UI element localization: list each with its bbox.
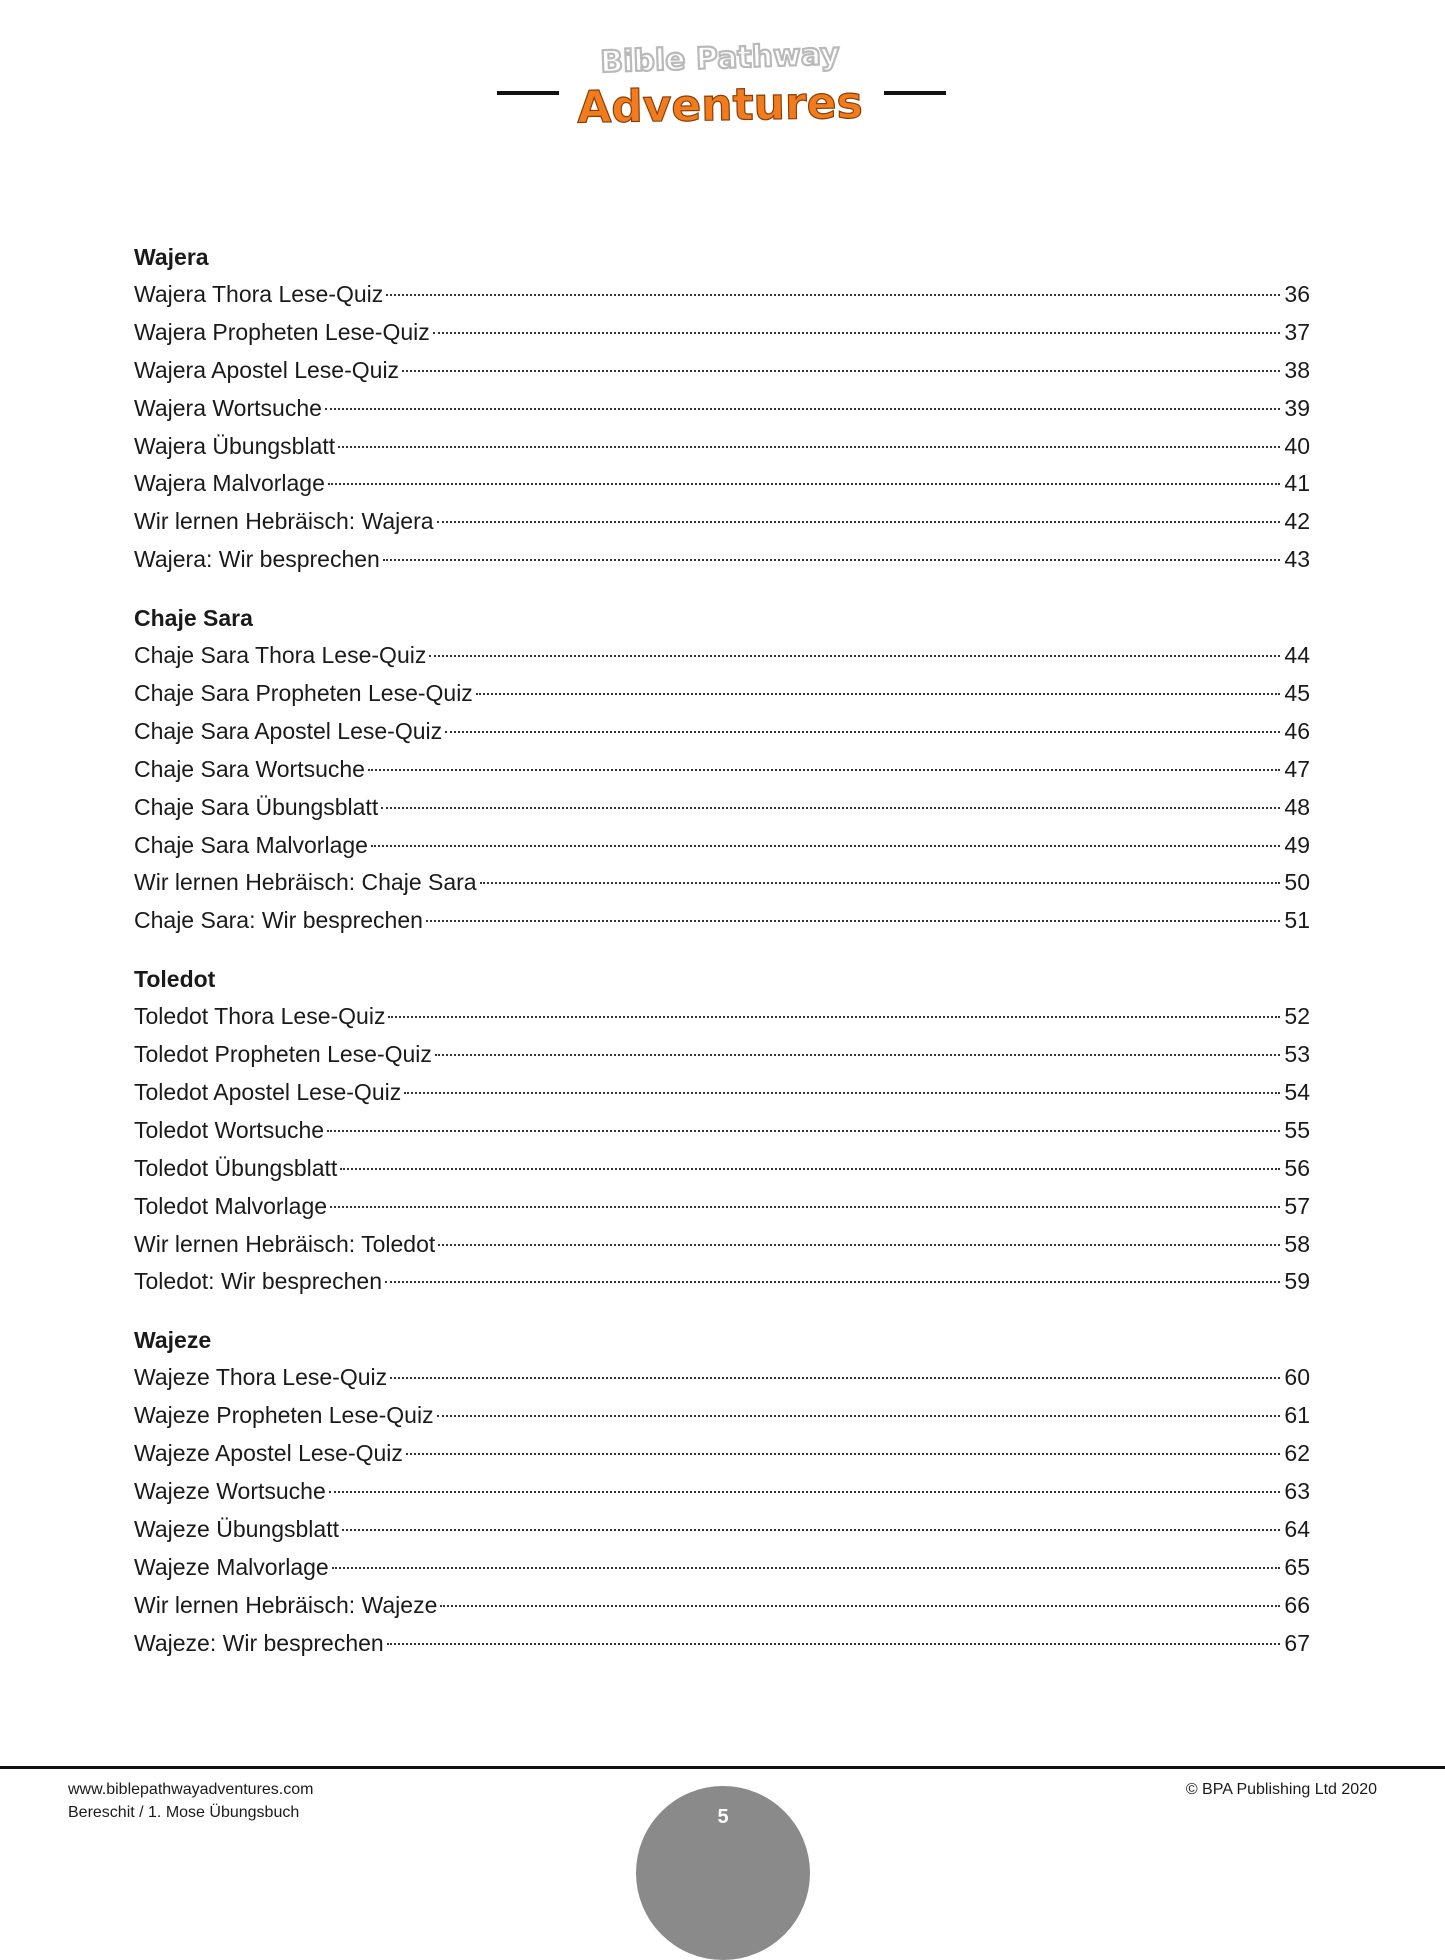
toc-entry-page: 48: [1284, 793, 1310, 820]
toc-dot-leader: [406, 1453, 1280, 1455]
toc-entry-label: Chaje Sara Apostel Lese-Quiz: [134, 717, 443, 744]
toc-entry-label: Wajeze Wortsuche: [134, 1478, 326, 1505]
toc-entry[interactable]: [134, 1511, 1310, 1549]
toc-entry-label: Wir lernen Hebräisch: Wajeze: [134, 1591, 438, 1618]
toc-entry-label: Wajera Apostel Lese-Quiz: [134, 356, 400, 383]
toc-entry[interactable]: [134, 503, 1310, 541]
toc-entry-label: Wajera Thora Lese-Quiz: [134, 281, 384, 307]
toc-entry-label: Chaje Sara Propheten Lese-Quiz: [134, 680, 473, 707]
toc-dot-leader: [402, 370, 1280, 372]
toc-dot-leader: [386, 294, 1280, 296]
footer-rule: [0, 1766, 1445, 1769]
toc-entry-page: 39: [1284, 394, 1310, 421]
toc-dot-leader: [342, 1529, 1280, 1531]
toc-entry-label: Wajera Malvorlage: [134, 470, 325, 497]
toc-entry-label: Wajeze Thora Lese-Quiz: [134, 1364, 388, 1391]
header-rule-right: [884, 91, 946, 95]
toc-section-title: Wajera: [134, 244, 209, 270]
footer-website[interactable]: www.biblepathwayadventures.com: [68, 1781, 314, 1798]
toc-entry-page: 42: [1284, 508, 1310, 535]
toc-dot-leader: [445, 731, 1280, 733]
table-of-contents: [134, 238, 1310, 1683]
toc-entry[interactable]: [134, 864, 1310, 902]
brand-logo: [560, 30, 880, 140]
toc-dot-leader: [332, 1567, 1280, 1569]
toc-entry-page: 56: [1284, 1154, 1310, 1181]
toc-entry-label: Wajeze Propheten Lese-Quiz: [134, 1402, 434, 1429]
toc-entry[interactable]: [134, 1359, 1310, 1397]
toc-entry[interactable]: [134, 1263, 1310, 1301]
toc-dot-leader: [383, 559, 1280, 561]
toc-entry-page: 47: [1284, 755, 1310, 782]
toc-entry-page: 60: [1284, 1364, 1310, 1391]
toc-entry-label: Chaje Sara: Wir besprechen: [134, 907, 423, 934]
toc-section-title: Chaje Sara: [134, 605, 253, 632]
toc-entry-page: 67: [1284, 1629, 1310, 1656]
toc-dot-leader: [390, 1377, 1280, 1379]
toc-entry-page: 50: [1284, 869, 1310, 896]
toc-entry-label: Wajeze Malvorlage: [134, 1553, 329, 1580]
toc-entry-page: 44: [1284, 642, 1310, 669]
toc-entry[interactable]: [134, 1226, 1310, 1264]
toc-dot-leader: [368, 769, 1280, 771]
toc-entry-label: Toledot Wortsuche: [134, 1116, 325, 1143]
toc-dot-leader: [435, 1054, 1280, 1056]
toc-entry-page: 65: [1284, 1553, 1310, 1580]
toc-entry-label: Wajeze Apostel Lese-Quiz: [134, 1440, 403, 1467]
toc-entry-label: Wir lernen Hebräisch: Chaje Sara: [134, 869, 477, 896]
toc-entry-label: Toledot Propheten Lese-Quiz: [134, 1041, 432, 1068]
toc-entry-page: 53: [1284, 1041, 1310, 1068]
toc-dot-leader: [388, 1016, 1280, 1018]
page-number: 5: [717, 1806, 729, 1828]
header-rule-left: [497, 91, 559, 95]
toc-entry-page: 38: [1284, 356, 1310, 383]
toc-entry-page: 66: [1284, 1591, 1310, 1618]
toc-entry[interactable]: [134, 1397, 1310, 1435]
toc-entry-page: 52: [1284, 1003, 1310, 1030]
toc-entry-page: 64: [1284, 1515, 1310, 1542]
toc-dot-leader: [433, 332, 1280, 334]
toc-entry-label: Chaje Sara Wortsuche: [134, 755, 365, 782]
toc-entry-page: 41: [1284, 470, 1310, 497]
toc-entry[interactable]: [134, 428, 1310, 466]
toc-section: [134, 960, 1310, 1301]
toc-entry[interactable]: [134, 998, 1310, 1036]
toc-entry[interactable]: [134, 1074, 1310, 1112]
toc-entry-label: Wajera: Wir besprechen: [134, 546, 380, 573]
toc-entry[interactable]: [134, 1473, 1310, 1511]
toc-entry-label: Wajeze Übungsblatt: [134, 1515, 339, 1542]
toc-entry[interactable]: [134, 352, 1310, 390]
toc-entry[interactable]: [134, 541, 1310, 579]
toc-entry[interactable]: [134, 314, 1310, 352]
toc-dot-leader: [426, 920, 1280, 922]
toc-entry[interactable]: [134, 1150, 1310, 1188]
toc-entry-label: Toledot Apostel Lese-Quiz: [134, 1079, 402, 1106]
toc-entry-page: 46: [1284, 717, 1310, 744]
toc-entry[interactable]: [134, 1036, 1310, 1074]
toc-entry[interactable]: [134, 1587, 1310, 1625]
toc-entry[interactable]: [134, 902, 1310, 940]
toc-dot-leader: [338, 446, 1280, 448]
toc-entry[interactable]: [134, 465, 1310, 503]
toc-section: [134, 599, 1310, 940]
toc-entry[interactable]: [134, 637, 1310, 675]
toc-entry[interactable]: [134, 1188, 1310, 1226]
footer-left: [68, 1778, 313, 1824]
toc-dot-leader: [437, 1415, 1280, 1417]
toc-entry-label: Wir lernen Hebräisch: Wajera: [134, 508, 434, 535]
toc-section: [134, 238, 1310, 579]
toc-dot-leader: [325, 408, 1280, 410]
toc-entry-page: 54: [1284, 1079, 1310, 1106]
toc-entry[interactable]: [134, 1435, 1310, 1473]
toc-entry-label: Wajera Wortsuche: [134, 394, 322, 421]
toc-section: [134, 1321, 1310, 1662]
toc-entry-page: 62: [1284, 1440, 1310, 1467]
toc-entry[interactable]: [134, 789, 1310, 827]
toc-section-title: Wajeze: [134, 1327, 212, 1354]
toc-entry-label: Wir lernen Hebräisch: Toledot: [134, 1230, 436, 1257]
toc-section-title: Toledot: [134, 966, 216, 993]
toc-dot-leader: [404, 1092, 1280, 1094]
toc-entry-label: Chaje Sara Malvorlage: [134, 831, 368, 858]
toc-entry-page: 61: [1284, 1402, 1310, 1429]
toc-entry-label: Toledot Malvorlage: [134, 1192, 328, 1219]
toc-entry-page: 45: [1284, 680, 1310, 707]
toc-dot-leader: [381, 807, 1280, 809]
brand-logo-graphic: [560, 30, 880, 140]
toc-entry-page: 58: [1284, 1230, 1310, 1257]
toc-entry-page: 36: [1284, 281, 1310, 307]
toc-entry-page: 55: [1284, 1116, 1310, 1143]
toc-entry-page: 57: [1284, 1192, 1310, 1219]
toc-dot-leader: [330, 1206, 1280, 1208]
logo-text-bottom: Adventures: [576, 77, 864, 134]
toc-entry[interactable]: [134, 276, 1310, 314]
toc-entry[interactable]: [134, 675, 1310, 713]
footer-copyright: © BPA Publishing Ltd 2020: [1185, 1781, 1377, 1798]
toc-entry-page: 40: [1284, 432, 1310, 459]
toc-entry-label: Wajera Übungsblatt: [134, 432, 336, 459]
toc-dot-leader: [329, 1491, 1280, 1493]
toc-entry-page: 59: [1284, 1268, 1310, 1295]
toc-dot-leader: [340, 1168, 1280, 1170]
toc-entry[interactable]: [134, 390, 1310, 428]
toc-dot-leader: [327, 1130, 1280, 1132]
toc-entry-label: Toledot: Wir besprechen: [134, 1268, 383, 1295]
toc-dot-leader: [385, 1281, 1280, 1283]
toc-dot-leader: [437, 521, 1280, 523]
toc-entry-label: Chaje Sara Übungsblatt: [134, 793, 379, 820]
toc-dot-leader: [371, 845, 1280, 847]
toc-dot-leader: [438, 1244, 1280, 1246]
footer-book-title: Bereschit / 1. Mose Übungsbuch: [68, 1804, 300, 1821]
toc-entry-label: Toledot Übungsblatt: [134, 1154, 338, 1181]
toc-entry[interactable]: [134, 1112, 1310, 1150]
toc-entry-page: 63: [1284, 1478, 1310, 1505]
toc-dot-leader: [387, 1643, 1280, 1645]
toc-entry-label: Chaje Sara Thora Lese-Quiz: [134, 642, 427, 669]
toc-dot-leader: [328, 483, 1280, 485]
toc-entry-page: 51: [1284, 907, 1310, 934]
logo-text-top: Bible Pathway: [599, 36, 841, 81]
toc-entry-page: 37: [1284, 318, 1310, 345]
toc-entry-page: 49: [1284, 831, 1310, 858]
toc-dot-leader: [440, 1605, 1280, 1607]
toc-entry[interactable]: [134, 1625, 1310, 1663]
toc-entry-page: 43: [1284, 546, 1310, 573]
toc-entry[interactable]: [134, 713, 1310, 751]
toc-dot-leader: [476, 693, 1280, 695]
toc-dot-leader: [429, 655, 1280, 657]
toc-entry[interactable]: [134, 827, 1310, 865]
toc-entry-label: Wajera Propheten Lese-Quiz: [134, 318, 430, 345]
toc-dot-leader: [480, 882, 1280, 884]
toc-entry-label: Toledot Thora Lese-Quiz: [134, 1003, 386, 1030]
toc-entry[interactable]: [134, 751, 1310, 789]
toc-entry-label: Wajeze: Wir besprechen: [134, 1629, 384, 1656]
toc-entry[interactable]: [134, 1549, 1310, 1587]
